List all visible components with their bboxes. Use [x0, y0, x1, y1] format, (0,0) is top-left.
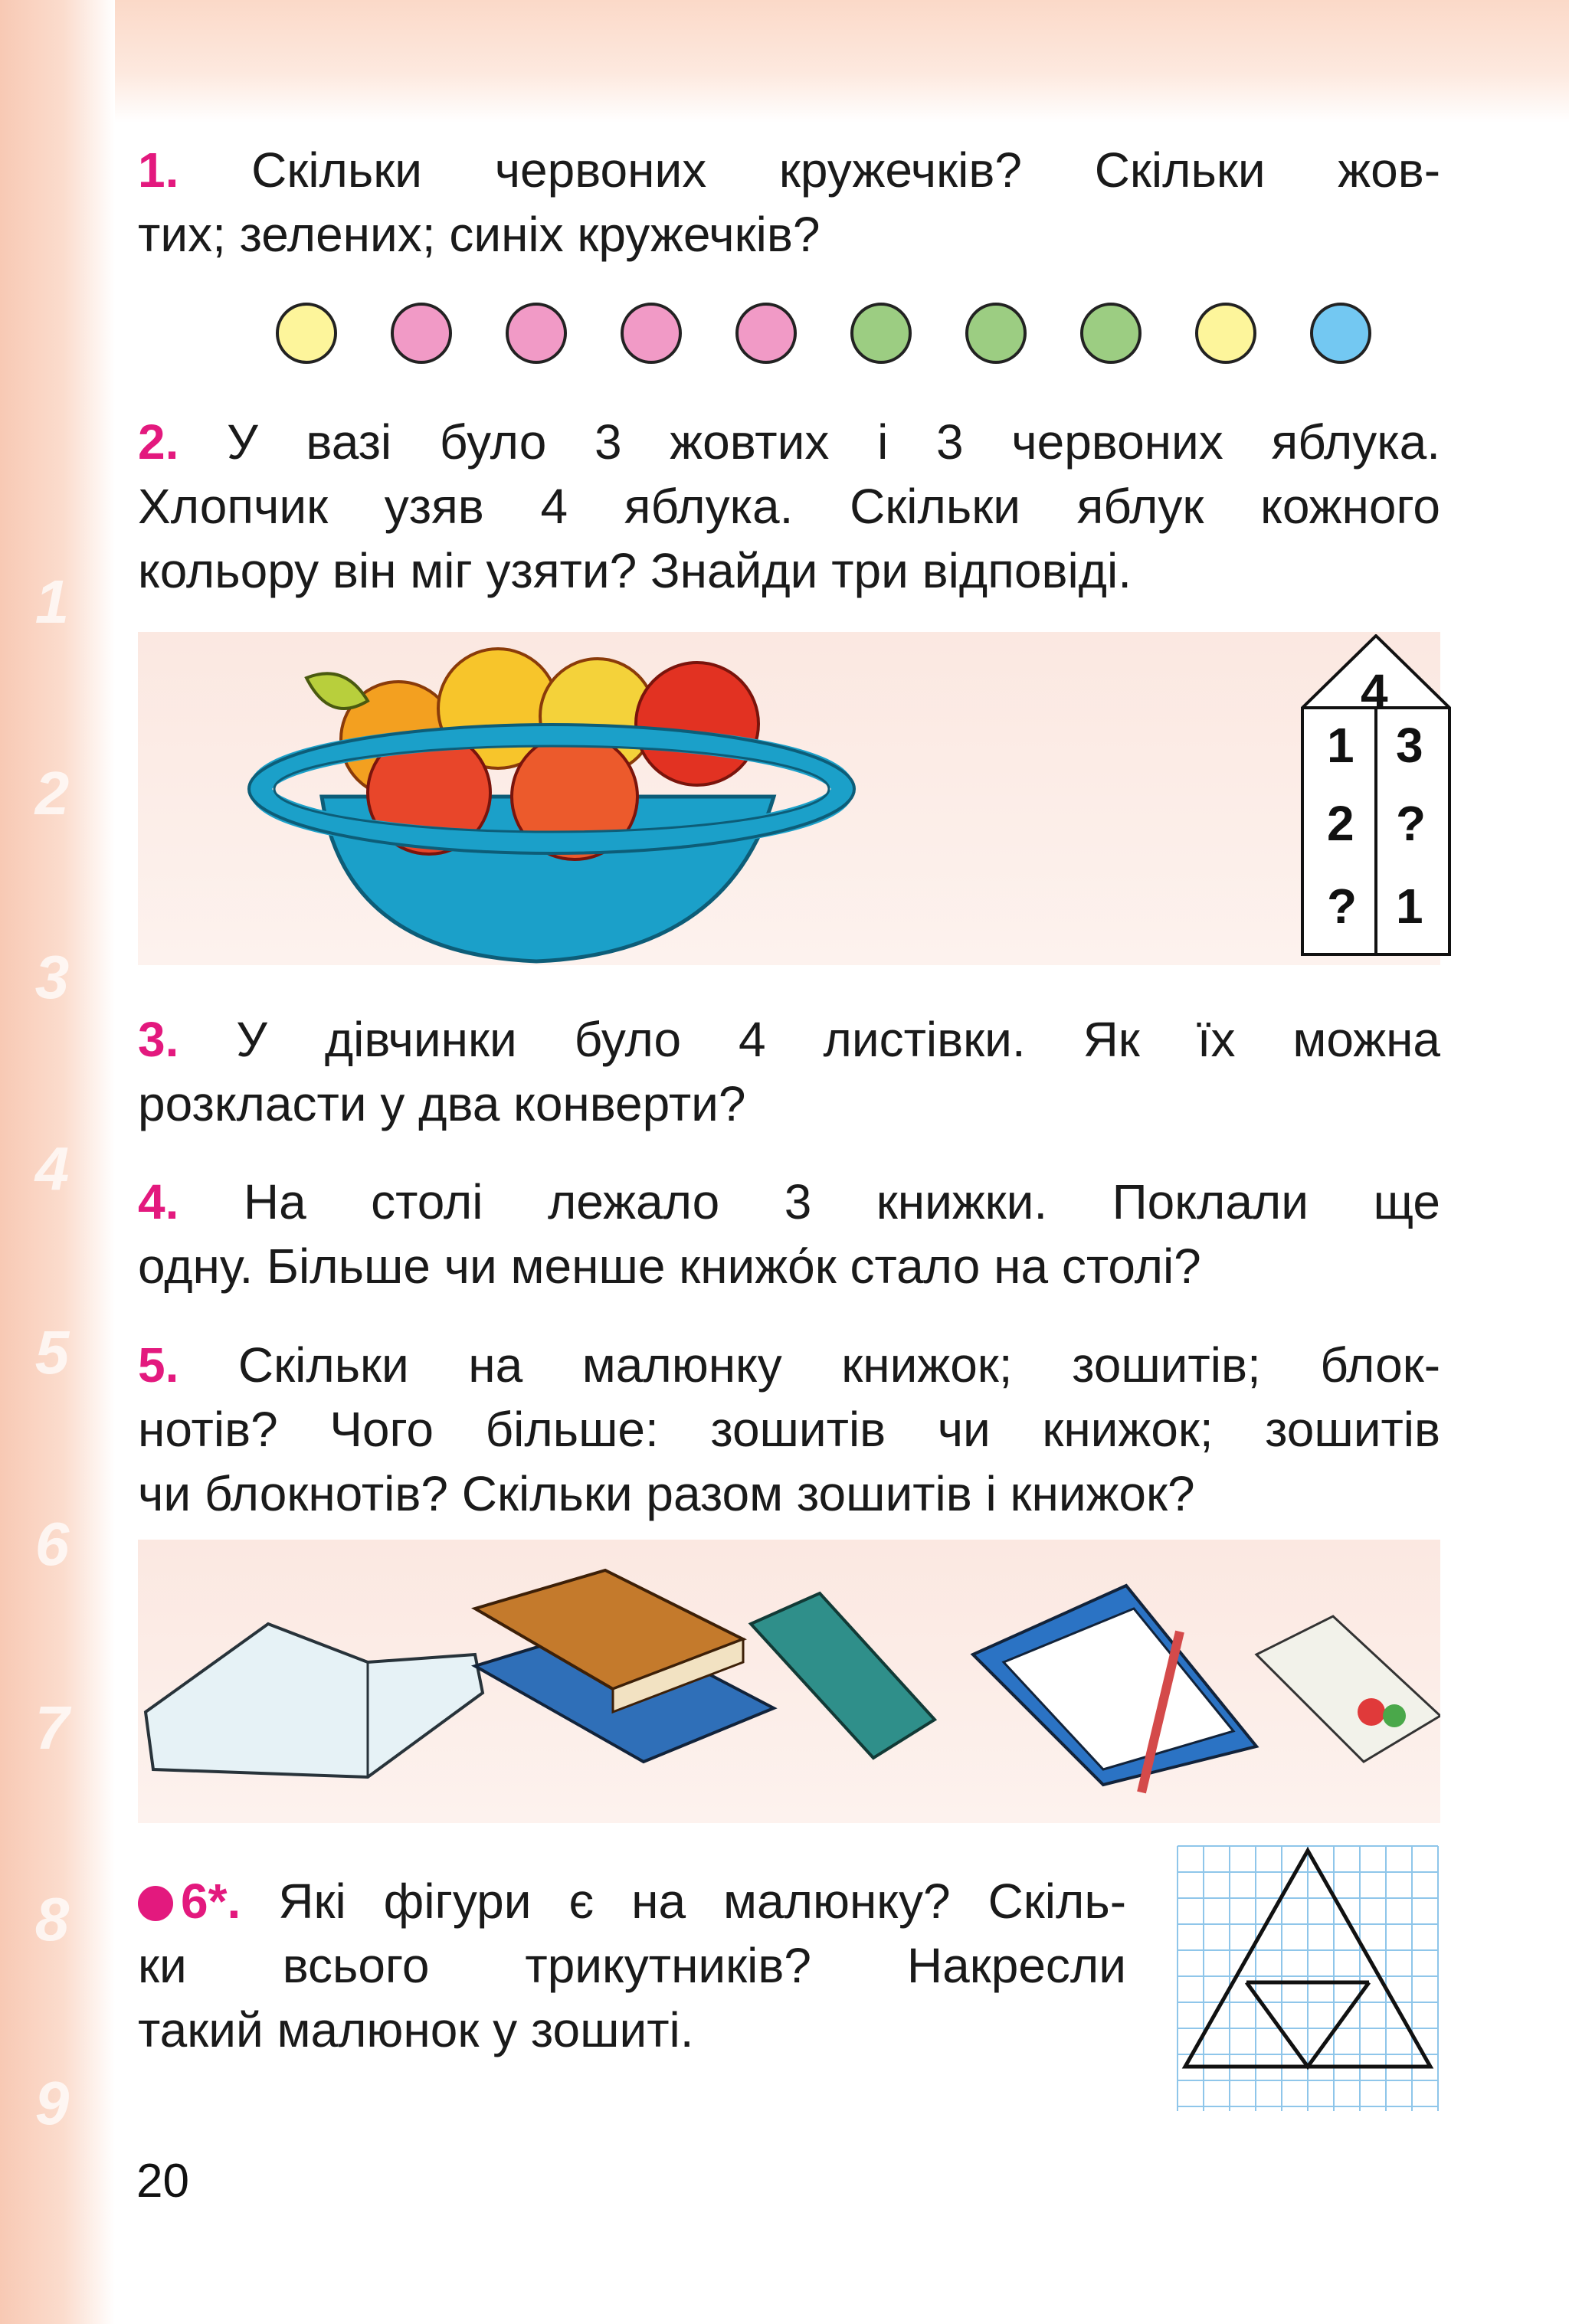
house-cell: 2 [1327, 796, 1354, 851]
house-cell: 3 [1396, 718, 1423, 773]
task-text: Хлопчик узяв 4 яблука. Скільки яблук кожного [138, 479, 1440, 534]
task-1 [138, 138, 1440, 267]
task-text: тих; зелених; синіх кружечків? [138, 207, 821, 262]
side-number: 4 [34, 1134, 70, 1203]
side-number: 7 [34, 1694, 70, 1762]
task-text: У дівчинки було 4 листівки. Як їх можна [236, 1012, 1441, 1067]
circle [735, 303, 797, 364]
task-number: 2. [138, 414, 179, 470]
task-4 [138, 1170, 1440, 1298]
task-2 [138, 410, 1440, 603]
circle [506, 303, 567, 364]
task-5 [138, 1333, 1440, 1526]
side-number: 6 [34, 1510, 70, 1578]
circle [965, 303, 1027, 364]
circle [1080, 303, 1142, 364]
task-text: У вазі було 3 жовтих і 3 червоних яблука. [227, 414, 1441, 470]
apples-illustration [138, 632, 1440, 965]
task-text: розкласти у два конверти? [138, 1076, 746, 1131]
circle [850, 303, 912, 364]
side-number: 5 [34, 1318, 70, 1386]
bullet-dot-icon [138, 1886, 173, 1921]
task-text: На столі лежало 3 книжки. Поклали ще [243, 1174, 1440, 1229]
house-cell: ? [1327, 879, 1358, 934]
task-number: 3. [138, 1012, 179, 1067]
task-text: такий малюнок у зошиті. [138, 2002, 694, 2057]
task-number: 6*. [181, 1874, 241, 1929]
side-decorative-band [0, 0, 115, 2324]
task-number: 4. [138, 1174, 179, 1229]
task-text: одну. Більше чи менше книжо́к стало на столі? [138, 1239, 1201, 1294]
apple-bowl-image [138, 632, 981, 965]
task-6 [138, 1869, 1126, 2062]
task-text: ки всього трикутників? Накресли [138, 1938, 1126, 1993]
circle [621, 303, 682, 364]
task-number: 1. [138, 142, 179, 198]
house-cell: ? [1396, 796, 1427, 851]
colored-circles-row [276, 303, 1387, 372]
side-number: 1 [34, 568, 70, 636]
circle [391, 303, 452, 364]
side-number: 8 [34, 1885, 70, 1953]
grid-lines [1178, 1846, 1438, 2111]
house-cell: 1 [1327, 718, 1354, 773]
house-roof-number: 4 [1361, 664, 1388, 719]
books-notebooks-image [138, 1540, 1440, 1823]
circle [1310, 303, 1371, 364]
side-number: 3 [34, 943, 70, 1011]
task-text: Скільки червоних кружечків? Скільки жов- [251, 142, 1441, 198]
task-3 [138, 1007, 1440, 1136]
task-text: кольору він міг узяти? Знайди три відповіді. [138, 543, 1132, 598]
side-number: 9 [34, 2069, 70, 2137]
task-text: Які фігури є на малюнку? Скіль- [278, 1874, 1126, 1929]
task-number: 5. [138, 1337, 179, 1393]
task-text: чи блокнотів? Скільки разом зошитів і книжок? [138, 1466, 1195, 1521]
top-decorative-band [0, 0, 1569, 123]
page-number: 20 [136, 2155, 189, 2208]
books-illustration [138, 1540, 1440, 1823]
side-number: 2 [34, 759, 70, 827]
circle [276, 303, 337, 364]
triangle-grid-figure [1176, 1844, 1444, 2113]
task-text: Скільки на малюнку книжок; зошитів; блок- [237, 1337, 1441, 1393]
circle [1195, 303, 1256, 364]
task-text: нотів? Чого більше: зошитів чи книжок; зошитів [138, 1402, 1440, 1457]
house-cell: 1 [1396, 879, 1423, 934]
